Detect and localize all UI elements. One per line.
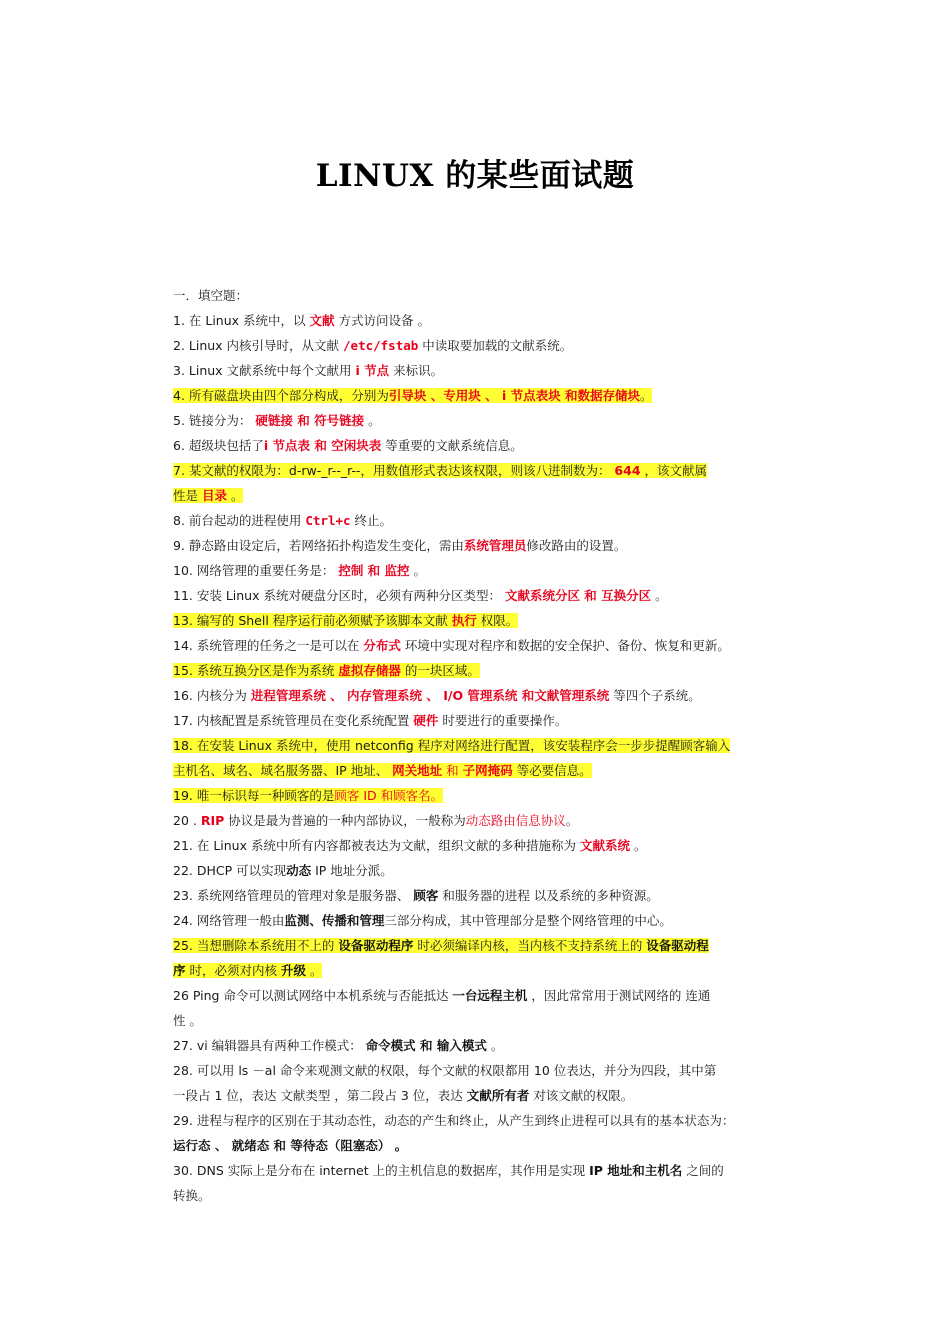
- highlighted-text: [173, 938, 709, 953]
- text-segment: IP 地址分派。: [311, 863, 393, 878]
- answer-text: IP 地址和主机名: [589, 1163, 683, 1178]
- text-line: [173, 333, 823, 358]
- highlighted-text: [173, 738, 730, 753]
- text-line: [173, 433, 823, 458]
- text-segment: 。: [565, 813, 579, 828]
- answer-text: 硬件: [413, 713, 439, 728]
- text-line: [173, 808, 823, 833]
- text-segment: 25. 当想删除本系统用不上的: [173, 938, 339, 953]
- line-text: [173, 438, 523, 453]
- text-line: [173, 633, 823, 658]
- line-text: [173, 1038, 503, 1053]
- highlighted-text: [173, 613, 518, 628]
- line-text: [173, 513, 392, 528]
- text-segment: 修改路由的设置。: [526, 538, 627, 553]
- line-text: [173, 1188, 211, 1203]
- answer-text: 升级: [280, 963, 306, 978]
- line-text: [173, 413, 381, 428]
- text-segment: 。: [651, 588, 668, 603]
- text-segment: 7. 某文献的权限为：d-rw-_r--_r--，用数值形式表达该权限，则该八进制数为：: [173, 463, 615, 478]
- text-segment: 8. 前台起动的进程使用: [173, 513, 306, 528]
- answer-text: i 节点: [355, 363, 390, 378]
- text-segment: 。: [639, 388, 653, 403]
- answer-text: 子网掩码: [462, 763, 513, 778]
- text-segment: 29. 进程与程序的区别在于其动态性，动态的产生和终止，从产生到终止进程可以具有的基本状态为：: [173, 1113, 735, 1128]
- answer-text: 和: [442, 763, 463, 778]
- answer-text: 文献系统分区 和 互换分区: [504, 588, 652, 603]
- text-segment: 19. 唯一标识每一种顾客的是: [173, 788, 335, 803]
- text-line: [173, 283, 823, 308]
- text-line: [173, 833, 823, 858]
- answer-text: 监测、传播和管理: [284, 913, 385, 928]
- text-line: [173, 708, 823, 733]
- text-segment: 15. 系统互换分区是作为系统: [173, 663, 339, 678]
- question-list: [173, 283, 823, 1208]
- line-text: [173, 563, 426, 578]
- text-line: [173, 383, 823, 408]
- text-segment: 4. 所有磁盘块由四个部分构成，分别为: [173, 388, 389, 403]
- line-text: [173, 1088, 633, 1103]
- answer-text: /etc/fstab: [343, 338, 419, 353]
- text-line: [173, 1108, 823, 1133]
- text-line: [173, 1033, 823, 1058]
- answer-text: 虚拟存储器: [338, 663, 401, 678]
- answer-text: 文献系统: [579, 838, 630, 853]
- text-segment: 环境中实现对程序和数据的安全保护、备份、恢复和更新。: [400, 638, 730, 653]
- text-line: [173, 658, 823, 683]
- text-segment: 时，必须对内核: [185, 963, 281, 978]
- answer-text: 目录: [201, 488, 227, 503]
- text-segment: 24. 网络管理一般由: [173, 913, 285, 928]
- text-segment: 23. 系统网络管理员的管理对象是服务器、: [173, 888, 414, 903]
- text-line: [173, 908, 823, 933]
- text-segment: 。: [305, 963, 323, 978]
- answer-text: 硬链接 和 符号链接: [255, 413, 365, 428]
- text-segment: 一段占 1 位，表达 文献类型 ，第二段占 3 位，表达: [173, 1088, 467, 1103]
- text-segment: 。: [629, 838, 647, 853]
- text-line: [173, 783, 823, 808]
- answer-text: 执行: [451, 613, 477, 628]
- line-text: [173, 588, 668, 603]
- answer-text: 网关地址: [392, 763, 443, 778]
- text-line: [173, 1158, 823, 1183]
- answer-text: 动态: [286, 863, 312, 878]
- answer-text: 一台远程主机: [452, 988, 528, 1003]
- text-line: [173, 458, 823, 483]
- text-segment: 26 Ping 命令可以测试网络中本机系统与否能抵达: [173, 988, 453, 1003]
- text-segment: 10. 网络管理的重要任务是：: [173, 563, 339, 578]
- text-segment: 和服务器的进程 以及系统的多种资源。: [438, 888, 659, 903]
- text-segment: 5. 链接分为：: [173, 413, 256, 428]
- text-segment: 之间的: [682, 1163, 724, 1178]
- text-segment: 14. 系统管理的任务之一是可以在: [173, 638, 364, 653]
- text-segment: 3. Linux 文献系统中每个文献用: [173, 363, 356, 378]
- text-line: [173, 1133, 823, 1158]
- line-text: [173, 1013, 202, 1028]
- text-segment: 6. 超级块包括了: [173, 438, 264, 453]
- line-text: [173, 988, 710, 1003]
- answer-text: 运行态 、 就绪态 和 等待态（阻塞态） 。: [173, 1138, 408, 1153]
- line-text: [173, 338, 572, 353]
- text-segment: 。: [409, 563, 427, 578]
- text-segment: ，因此常常用于测试网络的 连通: [527, 988, 711, 1003]
- text-segment: 对该文献的权限。: [529, 1088, 634, 1103]
- line-text: [173, 888, 659, 903]
- line-text: [173, 1113, 734, 1128]
- text-segment: 主机名、域名、域名服务器、IP 地址、: [173, 763, 393, 778]
- line-text: [173, 1163, 724, 1178]
- text-line: [173, 583, 823, 608]
- text-segment: 等必要信息。: [512, 763, 592, 778]
- highlighted-text: [173, 963, 322, 978]
- text-line: [173, 1183, 823, 1208]
- highlighted-text: [173, 663, 480, 678]
- answer-text: 命令模式 和 输入模式: [365, 1038, 487, 1053]
- text-segment: 性 。: [173, 1013, 202, 1028]
- text-line: [173, 1008, 823, 1033]
- text-line: [173, 558, 823, 583]
- text-line: [173, 983, 823, 1008]
- text-line: [173, 733, 823, 758]
- text-line: [173, 508, 823, 533]
- text-segment: 9. 静态路由设定后，若网络拓扑构造发生变化，需由: [173, 538, 464, 553]
- text-segment: 20 .: [173, 813, 201, 828]
- text-segment: 2. Linux 内核引导时，从文献: [173, 338, 344, 353]
- line-text: [173, 813, 578, 828]
- answer-text: 设备驱动程: [646, 938, 709, 953]
- answer-text: 进程管理系统 、 内存管理系统 、 I/O 管理系统 和文献管理系统: [250, 688, 610, 703]
- answer-text: 顾客 ID 和顾客名。: [334, 788, 444, 803]
- text-segment: 中读取要加载的文献系统。: [418, 338, 573, 353]
- text-segment: 16. 内核分为: [173, 688, 251, 703]
- text-segment: 等四个子系统。: [609, 688, 701, 703]
- text-segment: 一．填空题：: [173, 288, 249, 303]
- highlighted-text: [173, 488, 243, 503]
- answer-text: 序: [173, 963, 186, 978]
- text-segment: 权限。: [476, 613, 519, 628]
- line-text: [173, 1063, 716, 1078]
- text-segment: 的一块区域。: [400, 663, 480, 678]
- answer-text: RIP: [200, 813, 225, 828]
- line-text: [173, 838, 646, 853]
- text-line: [173, 483, 823, 508]
- answer-text: 644: [614, 463, 641, 478]
- answer-text: 文献所有者: [466, 1088, 530, 1103]
- text-segment: ，该文献属: [640, 463, 707, 478]
- answer-text: i 节点表 和 空闲块表: [263, 438, 382, 453]
- text-segment: 28. 可以用 ls －al 命令来观测文献的权限，每个文献的权限都用 10 位表达，并分为四段，其中第: [173, 1063, 717, 1078]
- text-segment: 三部分构成，其中管理部分是整个网络管理的中心。: [384, 913, 672, 928]
- answer-text: 引导块 、专用块 、 i 节点表块 和数据存储块: [388, 388, 640, 403]
- text-segment: 方式访问设备 。: [334, 313, 430, 328]
- text-segment: 等重要的文献系统信息。: [381, 438, 523, 453]
- text-segment: 18. 在安装 Linux 系统中，使用 netconfig 程序对网络进行配置，该安装程序会一步步提醒顾客输入: [173, 738, 731, 753]
- line-text: [173, 688, 701, 703]
- line-text: [173, 538, 626, 553]
- line-text: [173, 638, 730, 653]
- text-segment: 时要进行的重要操作。: [438, 713, 568, 728]
- text-line: [173, 758, 823, 783]
- text-segment: 13. 编写的 Shell 程序运行前必须赋予该脚本文献: [173, 613, 452, 628]
- line-text: [173, 913, 672, 928]
- text-segment: 性是: [173, 488, 202, 503]
- highlighted-text: [173, 463, 707, 478]
- text-segment: 终止。: [350, 513, 393, 528]
- text-segment: 协议是最为普遍的一种内部协议，一般称为: [224, 813, 466, 828]
- answer-text: 文献: [309, 313, 335, 328]
- text-segment: 时必须编译内核，当内核不支持系统上的: [413, 938, 647, 953]
- text-line: [173, 858, 823, 883]
- line-text: [173, 313, 430, 328]
- text-line: [173, 608, 823, 633]
- text-segment: 。: [364, 413, 381, 428]
- answer-text: 分布式: [363, 638, 401, 653]
- text-segment: 22. DHCP 可以实现: [173, 863, 287, 878]
- text-line: [173, 883, 823, 908]
- answer-text: 顾客: [413, 888, 439, 903]
- text-line: [173, 683, 823, 708]
- text-line: [173, 358, 823, 383]
- text-segment: 。: [227, 488, 244, 503]
- highlighted-text: [173, 388, 652, 403]
- line-text: [173, 1138, 407, 1153]
- text-segment: 30. DNS 实际上是分布在 internet 上的主机信息的数据库，其作用是实现: [173, 1163, 590, 1178]
- text-line: [173, 933, 823, 958]
- line-text: [173, 363, 443, 378]
- answer-text: 系统管理员: [463, 538, 527, 553]
- answer-text: 设备驱动程序: [338, 938, 414, 953]
- text-segment: 转换。: [173, 1188, 211, 1203]
- highlighted-text: [173, 788, 443, 803]
- text-segment: 17. 内核配置是系统管理员在变化系统配置: [173, 713, 414, 728]
- text-line: [173, 958, 823, 983]
- text-segment: 21. 在 Linux 系统中所有内容都被表达为文献，组织文献的多种措施称为: [173, 838, 580, 853]
- text-line: [173, 408, 823, 433]
- text-line: [173, 308, 823, 333]
- highlighted-text: [173, 763, 592, 778]
- text-segment: 来标识。: [389, 363, 444, 378]
- answer-text: 动态路由信息协议: [465, 813, 566, 828]
- text-segment: 27. vi 编辑器具有两种工作模式：: [173, 1038, 366, 1053]
- line-text: [173, 863, 393, 878]
- text-segment: 。: [486, 1038, 504, 1053]
- line-text: [173, 288, 248, 303]
- text-segment: 1. 在 Linux 系统中，以: [173, 313, 310, 328]
- text-line: [173, 533, 823, 558]
- document-title: LINUX 的某些面试题: [315, 158, 635, 194]
- answer-text: 控制 和 监控: [338, 563, 410, 578]
- text-segment: 11. 安装 Linux 系统对硬盘分区时，必须有两种分区类型：: [173, 588, 505, 603]
- text-line: [173, 1058, 823, 1083]
- answer-text: Ctrl+c: [305, 513, 351, 528]
- line-text: [173, 713, 567, 728]
- text-line: [173, 1083, 823, 1108]
